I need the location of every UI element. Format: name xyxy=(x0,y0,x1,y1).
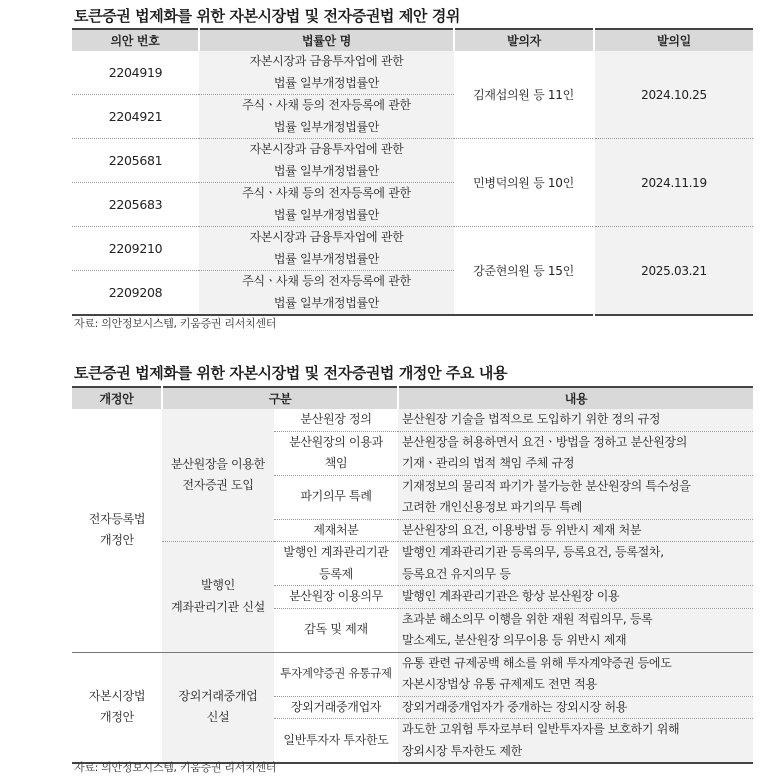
table2-title: 토큰증권 법제화를 위한 자본시장법 및 전자증권법 개정안 주요 내용 xyxy=(74,364,508,382)
content: 발행인 계좌관리기관은 항상 분산원장 이용 xyxy=(398,586,753,609)
bill-number: 2209210 xyxy=(72,227,199,271)
proposal-date: 2024.10.25 xyxy=(594,51,753,139)
sub-item: 제재처분 xyxy=(274,519,398,542)
bill-name: 자본시장과 금융투자업에 관한 법률 일부개정법률안 xyxy=(199,51,454,95)
amendment-name: 전자등록법 개정안 xyxy=(72,409,162,652)
header-content: 내용 xyxy=(398,387,753,409)
header-proposer: 발의자 xyxy=(454,29,594,51)
header-category: 구분 xyxy=(162,387,398,409)
sub-item: 장외거래중개업자 xyxy=(274,696,398,719)
content: 유통 관련 규제공백 해소를 위해 투자계약증권 등에도 자본시장법상 유통 규제제도 전면 적용 xyxy=(398,652,753,696)
table2-source: 자료: 의안정보시스템, 키움증권 리서치센터 xyxy=(74,761,277,774)
proposer: 민병덕의원 등 10인 xyxy=(454,139,594,227)
table-row xyxy=(72,652,753,696)
proposal-date: 2024.11.19 xyxy=(594,139,753,227)
table-row xyxy=(72,409,753,431)
table1-source: 자료: 의안정보시스템, 키움증권 리서치센터 xyxy=(74,317,277,330)
content: 분산원장의 요건, 이용방법 등 위반시 제재 처분 xyxy=(398,519,753,542)
table1-title: 토큰증권 법제화를 위한 자본시장법 및 전자증권법 제안 경위 xyxy=(74,7,461,25)
bill-proposal-table xyxy=(72,28,753,316)
content: 기재정보의 물리적 파기가 불가능한 분산원장의 특수성을 고려한 개인신용정보 파기의무 특례 xyxy=(398,475,753,519)
sub-item: 분산원장 정의 xyxy=(274,409,398,431)
bill-number: 2205681 xyxy=(72,139,199,183)
sub-item: 파기의무 특례 xyxy=(274,475,398,519)
table-header-row xyxy=(72,387,753,409)
bill-number: 2209208 xyxy=(108,285,163,300)
content: 분산원장을 허용하면서 요건ㆍ방법을 정하고 분산원장의 기재ㆍ관리의 법적 책임 주체 규정 xyxy=(398,431,753,475)
content: 분산원장 기술을 법적으로 도입하기 위한 정의 규정 xyxy=(398,409,753,431)
proposal-date: 2025.03.21 xyxy=(594,227,753,316)
sub-item: 투자계약증권 유통규제 xyxy=(274,652,398,696)
sub-item: 발행인 계좌관리기관 등록제 xyxy=(274,542,398,586)
bill-name: 주식ㆍ사채 등의 전자등록에 관한 법률 일부개정법률안 xyxy=(199,183,454,227)
bill-name: 자본시장과 금융투자업에 관한 법률 일부개정법률안 xyxy=(199,139,454,183)
bill-name: 자본시장과 금융투자업에 관한 법률 일부개정법률안 xyxy=(199,227,454,271)
bill-number: 2205683 xyxy=(72,183,199,227)
table-row xyxy=(72,227,753,271)
bill-name: 주식ㆍ사채 등의 전자등록에 관한 법률 일부개정법률안 xyxy=(199,95,454,139)
content: 발행인 계좌관리기관 등록의무, 등록요건, 등록절차, 등록요건 유지의무 등 xyxy=(398,542,753,586)
bill-number: 2204919 xyxy=(72,51,199,95)
table-row xyxy=(72,51,753,95)
sub-item: 일반투자자 투자한도 xyxy=(283,732,389,747)
content: 과도한 고위험 투자로부터 일반투자자를 보호하기 위해 장외시장 투자한도 제한 xyxy=(398,719,753,764)
category: 장외거래중개업 신설 xyxy=(162,652,274,763)
amendment-content-table xyxy=(72,386,753,764)
table-header-row xyxy=(72,29,753,51)
category: 발행인 계좌관리기관 신설 xyxy=(162,542,274,653)
header-amendment: 개정안 xyxy=(72,387,162,409)
proposer: 강준현의원 등 15인 xyxy=(454,227,594,316)
table-row xyxy=(72,139,753,183)
table-row xyxy=(72,542,753,586)
content: 장외거래중개업자가 중개하는 장외시장 허용 xyxy=(398,696,753,719)
bill-name: 주식ㆍ사채 등의 전자등록에 관한 법률 일부개정법률안 xyxy=(199,271,454,316)
amendment-name: 자본시장법 개정안 xyxy=(88,688,146,725)
bill-number: 2204921 xyxy=(72,95,199,139)
sub-item: 분산원장 이용의무 xyxy=(274,586,398,609)
sub-item: 분산원장의 이용과 책임 xyxy=(274,431,398,475)
category: 분산원장을 이용한 전자증권 도입 xyxy=(162,409,274,542)
header-bill-name: 법률안 명 xyxy=(199,29,454,51)
content: 초과분 해소의무 이행을 위한 재원 적립의무, 등록 말소제도, 분산원장 의무이용 등 위반시 제재 xyxy=(398,608,753,652)
proposer: 김재섭의원 등 11인 xyxy=(454,51,594,139)
sub-item: 감독 및 제재 xyxy=(274,608,398,652)
header-date: 발의일 xyxy=(594,29,753,51)
header-bill-number: 의안 번호 xyxy=(72,29,199,51)
